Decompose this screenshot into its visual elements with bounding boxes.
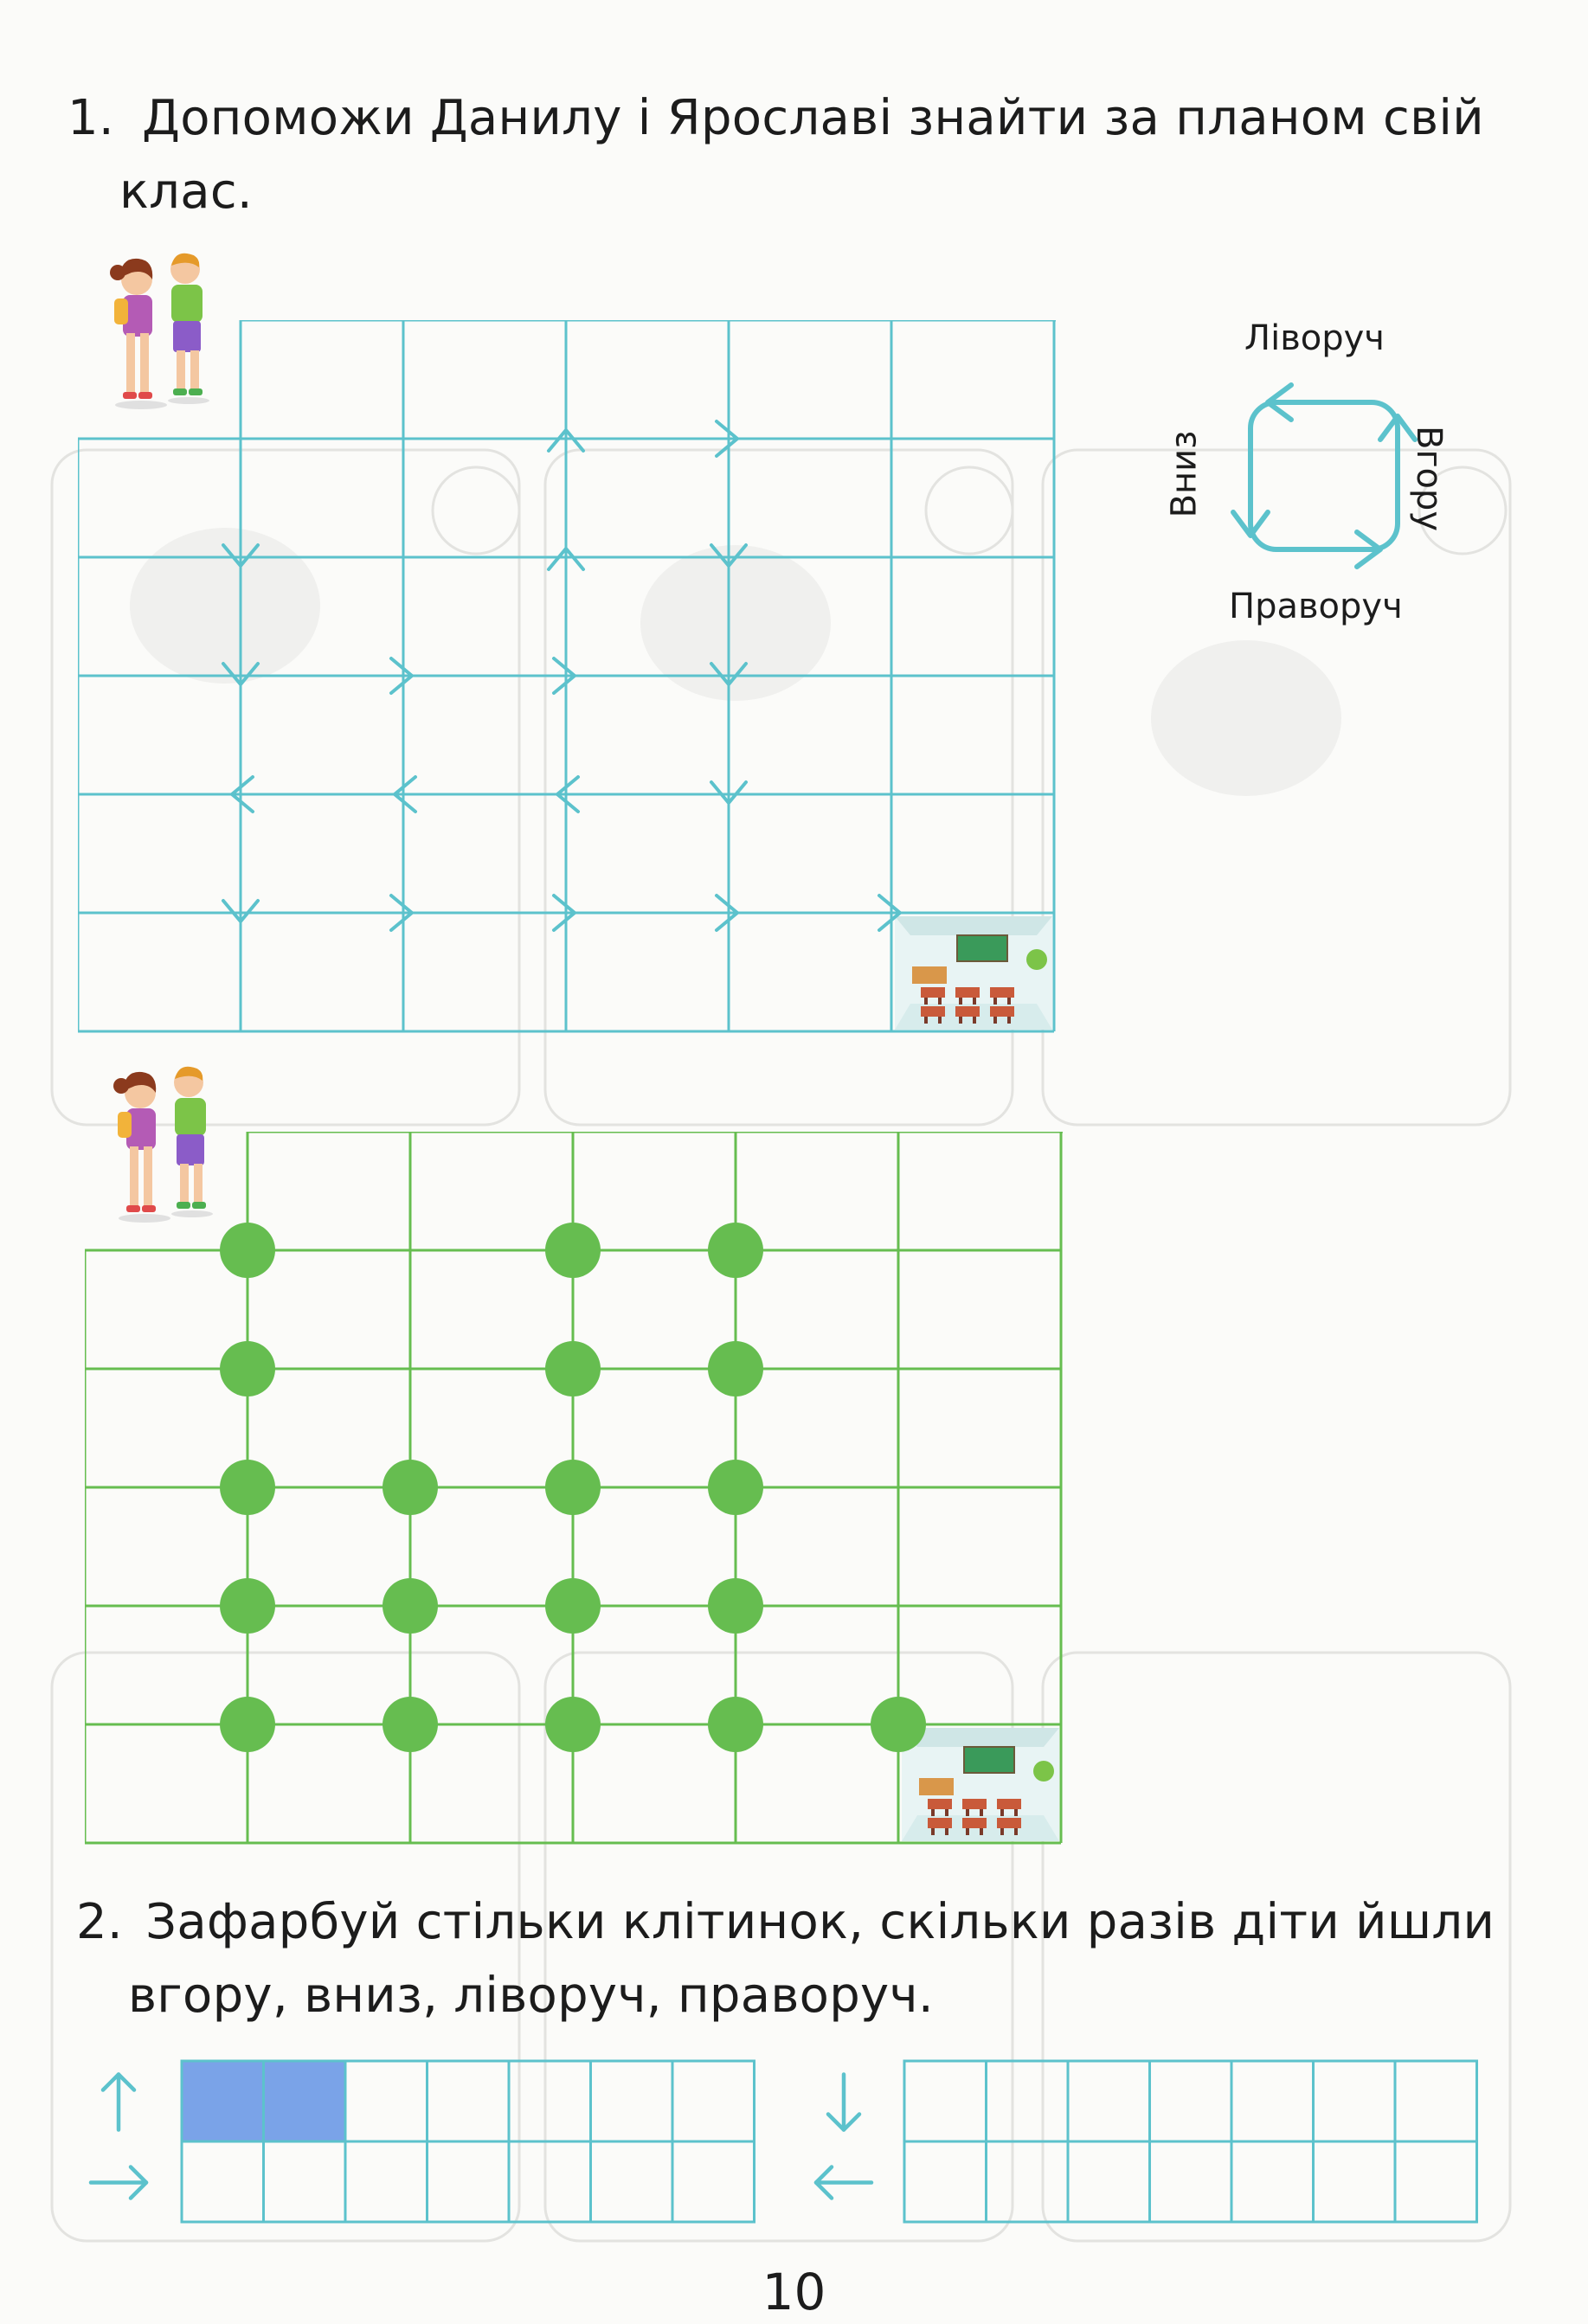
task1-title xyxy=(68,80,1484,157)
count-cell[interactable] xyxy=(1068,2141,1150,2222)
map-dot xyxy=(708,1223,763,1278)
task1-text-line1: Допоможи Данилу і Ярославі знайти за планом свій xyxy=(142,90,1484,146)
count-cell[interactable] xyxy=(672,2141,755,2222)
map-dot xyxy=(708,1578,763,1634)
map-top-classroom xyxy=(895,916,1052,1030)
map-dot xyxy=(383,1697,438,1752)
count-cell[interactable] xyxy=(264,2141,346,2222)
count-down-arrow-icon xyxy=(828,2075,859,2130)
count-cell[interactable] xyxy=(345,2141,428,2222)
map-dot xyxy=(220,1460,275,1515)
count-cell[interactable] xyxy=(591,2141,673,2222)
map-dot xyxy=(708,1341,763,1396)
page-number: 10 xyxy=(762,2263,826,2321)
map-dot xyxy=(545,1223,601,1278)
map-bottom-dots xyxy=(85,1132,1071,1850)
count-cell[interactable] xyxy=(182,2141,264,2222)
task1-text-line2: клас. xyxy=(119,164,254,220)
count-up-arrow-icon xyxy=(103,2075,134,2130)
count-cell[interactable] xyxy=(1395,2141,1477,2222)
map-bottom-classroom xyxy=(902,1728,1059,1841)
legend-up-label: Вгору xyxy=(1409,426,1449,531)
map-dot xyxy=(545,1697,601,1752)
map-dot xyxy=(708,1460,763,1515)
count-cell[interactable] xyxy=(987,2141,1069,2222)
task2-number: 2. xyxy=(76,1894,124,1950)
count-cell[interactable] xyxy=(345,2061,428,2141)
task2-text-line1: Зафарбуй стільки клітинок, скільки разів діти йшли xyxy=(145,1894,1495,1950)
map-dot xyxy=(383,1578,438,1634)
count-cell[interactable] xyxy=(509,2061,591,2141)
map-dot xyxy=(220,1697,275,1752)
task2-title xyxy=(76,1884,1495,1961)
map-dot xyxy=(708,1697,763,1752)
direction-legend xyxy=(1229,381,1419,571)
legend-down-label: Вниз xyxy=(1164,430,1205,518)
count-cell[interactable] xyxy=(1150,2061,1232,2141)
count-cell[interactable] xyxy=(1068,2061,1150,2141)
count-cell[interactable] xyxy=(1150,2141,1232,2222)
count-left-arrow-icon xyxy=(816,2167,871,2199)
task1-number: 1. xyxy=(68,90,115,146)
count-cell[interactable] xyxy=(672,2061,755,2141)
task2-text-line2: вгору, вниз, ліворуч, праворуч. xyxy=(128,1968,934,2024)
map-dot xyxy=(220,1578,275,1634)
count-cell[interactable] xyxy=(1231,2141,1314,2222)
counting-grids xyxy=(82,2059,1501,2232)
map-dot xyxy=(545,1460,601,1515)
count-cell[interactable] xyxy=(1314,2061,1396,2141)
count-cell[interactable] xyxy=(1314,2141,1396,2222)
legend-left-label: Ліворуч xyxy=(1244,318,1385,358)
count-cell[interactable] xyxy=(509,2141,591,2222)
count-cell[interactable] xyxy=(264,2061,346,2141)
map-dot xyxy=(383,1460,438,1515)
count-cell[interactable] xyxy=(904,2141,987,2222)
count-cell[interactable] xyxy=(591,2061,673,2141)
count-cell[interactable] xyxy=(1395,2061,1477,2141)
map-dot xyxy=(545,1341,601,1396)
count-right-arrow-icon xyxy=(91,2167,146,2199)
count-cell[interactable] xyxy=(904,2061,987,2141)
map-dot xyxy=(220,1341,275,1396)
map-top-arrows xyxy=(78,320,1064,1038)
count-cell[interactable] xyxy=(987,2061,1069,2141)
count-cell[interactable] xyxy=(182,2061,264,2141)
map-dot xyxy=(545,1578,601,1634)
legend-right-label: Праворуч xyxy=(1229,587,1403,626)
map-dot xyxy=(871,1697,926,1752)
count-cell[interactable] xyxy=(428,2141,510,2222)
count-cell[interactable] xyxy=(1231,2061,1314,2141)
map-dot xyxy=(220,1223,275,1278)
count-cell[interactable] xyxy=(428,2061,510,2141)
